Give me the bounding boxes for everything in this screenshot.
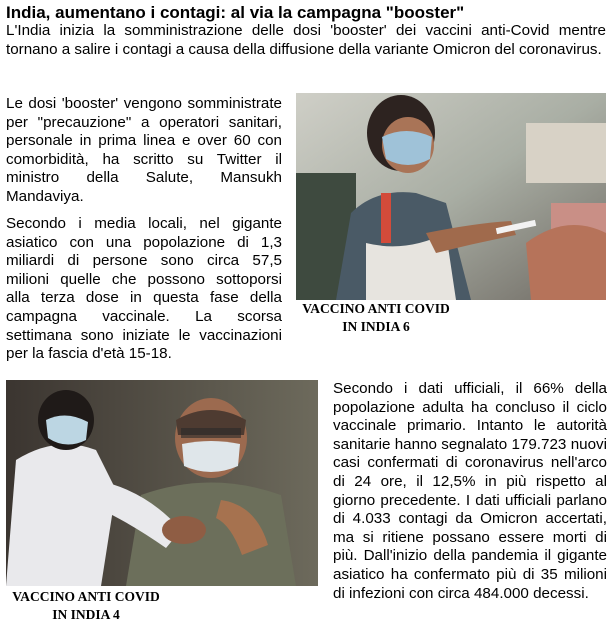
photo-2-caption-line-1: VACCINO ANTI COVID xyxy=(12,589,160,604)
article-paragraph-4: Secondo i dati ufficiali, il 66% della popolazione adulta ha concluso il ciclo vaccinale primario. Intanto le autorità sanitarie hanno segnalato 179.723 nuovi casi confermati di coronavirus nell'arco di 24 ore, il 12,5% in più rispetto al giorno precedente. I dati ufficiali parlano di 4.033 contagi da Omicron accertati, ma si ritiene possano essere morti di più. Dall'inizio della pandemia il gigante asiatico ha confermato più di 35 milioni di infezioni con circa 484.000 decessi. xyxy=(333,380,607,602)
photo-2-caption-line-2: IN INDIA 4 xyxy=(52,607,120,622)
article-paragraph-3: Secondo i media locali, nel gigante asiatico con una popolazione di 1,3 miliardi di persone sono circa 57,5 milioni quelle che possono sottoporsi alla terza dose in questa fase della campagna vaccinale. La scorsa settimana sono iniziate le vaccinazioni per la fascia d'età 15-18. xyxy=(6,215,282,363)
photo-2-caption xyxy=(6,588,166,624)
article-paragraph-2: Le dosi 'booster' vengono somministrate per "precauzione" a operatori sanitari, personale in prima linea e over 60 con comorbidità, ha scritto su Twitter il ministro della Salute, Mansukh Mandaviya. xyxy=(6,95,282,205)
photo-1-caption-line-1: VACCINO ANTI COVID xyxy=(302,301,450,316)
article-title: India, aumentano i contagi: al via la campagna "booster" xyxy=(6,3,465,22)
vaccine-photo-2 xyxy=(6,380,318,586)
vaccine-photo-1 xyxy=(296,93,606,300)
photo-1-caption xyxy=(296,300,456,336)
photo-1-caption-line-2: IN INDIA 6 xyxy=(342,319,410,334)
article-intro: L'India inizia la somministrazione delle dosi 'booster' dei vaccini anti-Covid mentre tornano a salire i contagi a causa della diffusione della variante Omicron del coronavirus. xyxy=(6,22,606,58)
